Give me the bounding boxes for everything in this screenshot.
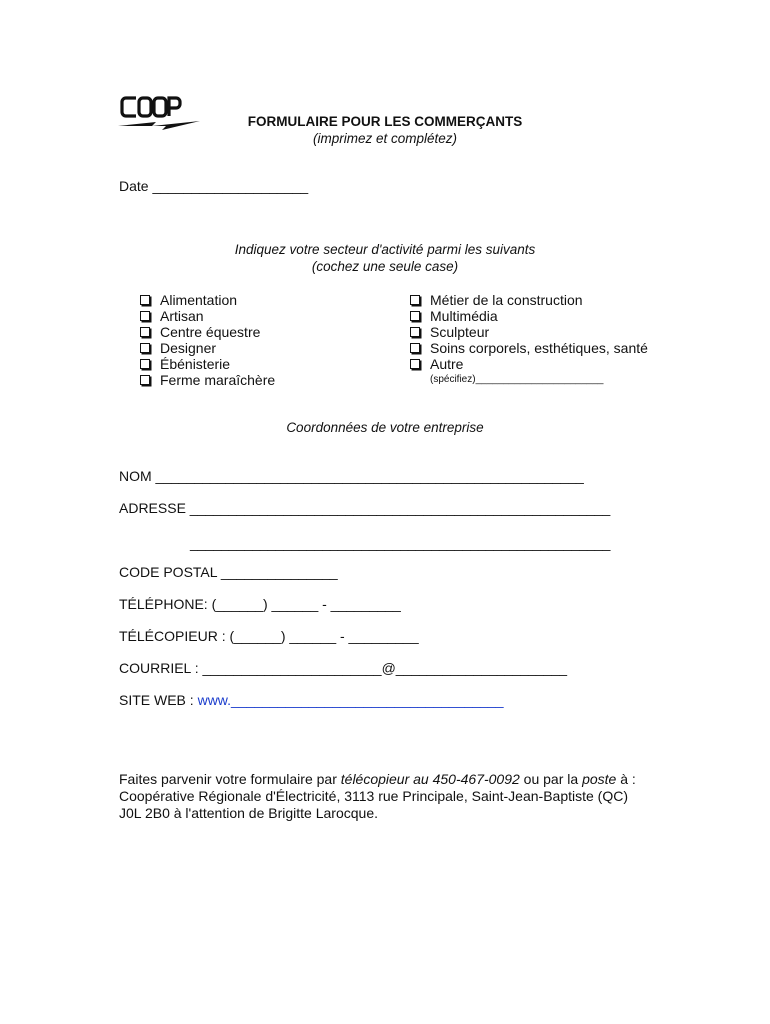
sector-option[interactable] bbox=[410, 308, 648, 324]
adresse-field[interactable]: ADRESSE ______________________________________________________ bbox=[119, 500, 611, 516]
checkbox-icon[interactable] bbox=[140, 295, 150, 305]
telecopieur-field[interactable]: TÉLÉCOPIEUR : (______) ______ - _________ bbox=[119, 628, 419, 644]
site-web-link[interactable]: www.___________________________________ bbox=[197, 692, 504, 708]
sector-option[interactable] bbox=[140, 292, 275, 308]
sector-option-label: Soins corporels, esthétiques, santé bbox=[430, 340, 648, 356]
checkbox-icon[interactable] bbox=[140, 311, 150, 321]
sector-option[interactable] bbox=[140, 356, 275, 372]
sector-option-label: Designer bbox=[160, 340, 217, 356]
sector-option-label: Centre équestre bbox=[160, 324, 261, 340]
site-web-row bbox=[119, 692, 504, 708]
site-web-label: SITE WEB : bbox=[119, 692, 198, 708]
footer-line-1: Faites parvenir votre formulaire par télécopieur au 450-467-0092 ou par la poste à : bbox=[119, 771, 636, 787]
sector-option-label: Autre bbox=[430, 356, 464, 372]
sector-option[interactable] bbox=[140, 324, 275, 340]
sector-option-label: Alimentation bbox=[160, 292, 238, 308]
courriel-field[interactable]: COURRIEL : _______________________@______________________ bbox=[119, 660, 568, 676]
coordinates-heading: Coordonnées de votre entreprise bbox=[286, 420, 484, 435]
footer-line-3: J0L 2B0 à l'attention de Brigitte Larocque. bbox=[119, 805, 378, 821]
checkbox-icon[interactable] bbox=[140, 343, 150, 353]
checkbox-icon[interactable] bbox=[410, 295, 420, 305]
footer-instructions bbox=[119, 771, 679, 822]
sector-option-label: Multimédia bbox=[430, 308, 498, 324]
checkbox-icon[interactable] bbox=[410, 327, 420, 337]
sector-option[interactable] bbox=[410, 324, 648, 340]
checkbox-icon[interactable] bbox=[140, 375, 150, 385]
footer-line-2: Coopérative Régionale d'Électricité, 3113 rue Principale, Saint-Jean-Baptiste (QC) bbox=[119, 788, 629, 804]
checkbox-icon[interactable] bbox=[410, 311, 420, 321]
specify-field[interactable]: (spécifiez)_______________________ bbox=[430, 374, 604, 385]
sector-option[interactable] bbox=[140, 340, 275, 356]
sector-option[interactable] bbox=[140, 372, 275, 388]
checkbox-icon[interactable] bbox=[410, 343, 420, 353]
sector-option[interactable] bbox=[140, 308, 275, 324]
sector-option-label: Ferme maraîchère bbox=[160, 372, 276, 388]
code-postal-field[interactable]: CODE POSTAL _______________ bbox=[119, 564, 338, 580]
sector-option-label: Artisan bbox=[160, 308, 204, 324]
date-field[interactable]: Date ____________________ bbox=[119, 178, 309, 194]
sector-option-label: Métier de la construction bbox=[430, 292, 583, 308]
sector-subheading: (cochez une seule case) bbox=[311, 259, 459, 274]
form-title: FORMULAIRE POUR LES COMMERÇANTS bbox=[247, 114, 523, 129]
checkbox-icon[interactable] bbox=[140, 359, 150, 369]
telephone-field[interactable]: TÉLÉPHONE: (______) ______ - _________ bbox=[119, 596, 401, 612]
sector-option[interactable] bbox=[410, 340, 648, 356]
sector-list-left bbox=[140, 292, 275, 388]
checkbox-icon[interactable] bbox=[410, 359, 420, 369]
sector-option-label: Sculpteur bbox=[430, 324, 490, 340]
sector-list-right bbox=[410, 292, 648, 372]
sector-option-label: Ébénisterie bbox=[160, 356, 231, 372]
form-subtitle: (imprimez et complétez) bbox=[312, 131, 458, 146]
sector-option[interactable] bbox=[410, 292, 648, 308]
sector-heading: Indiquez votre secteur d'activité parmi les suivants bbox=[234, 242, 536, 257]
adresse-line-2[interactable]: ______________________________________________________ bbox=[190, 535, 611, 551]
checkbox-icon[interactable] bbox=[140, 327, 150, 337]
nom-field[interactable]: NOM _______________________________________________________ bbox=[119, 468, 584, 484]
sector-option[interactable] bbox=[410, 356, 648, 372]
